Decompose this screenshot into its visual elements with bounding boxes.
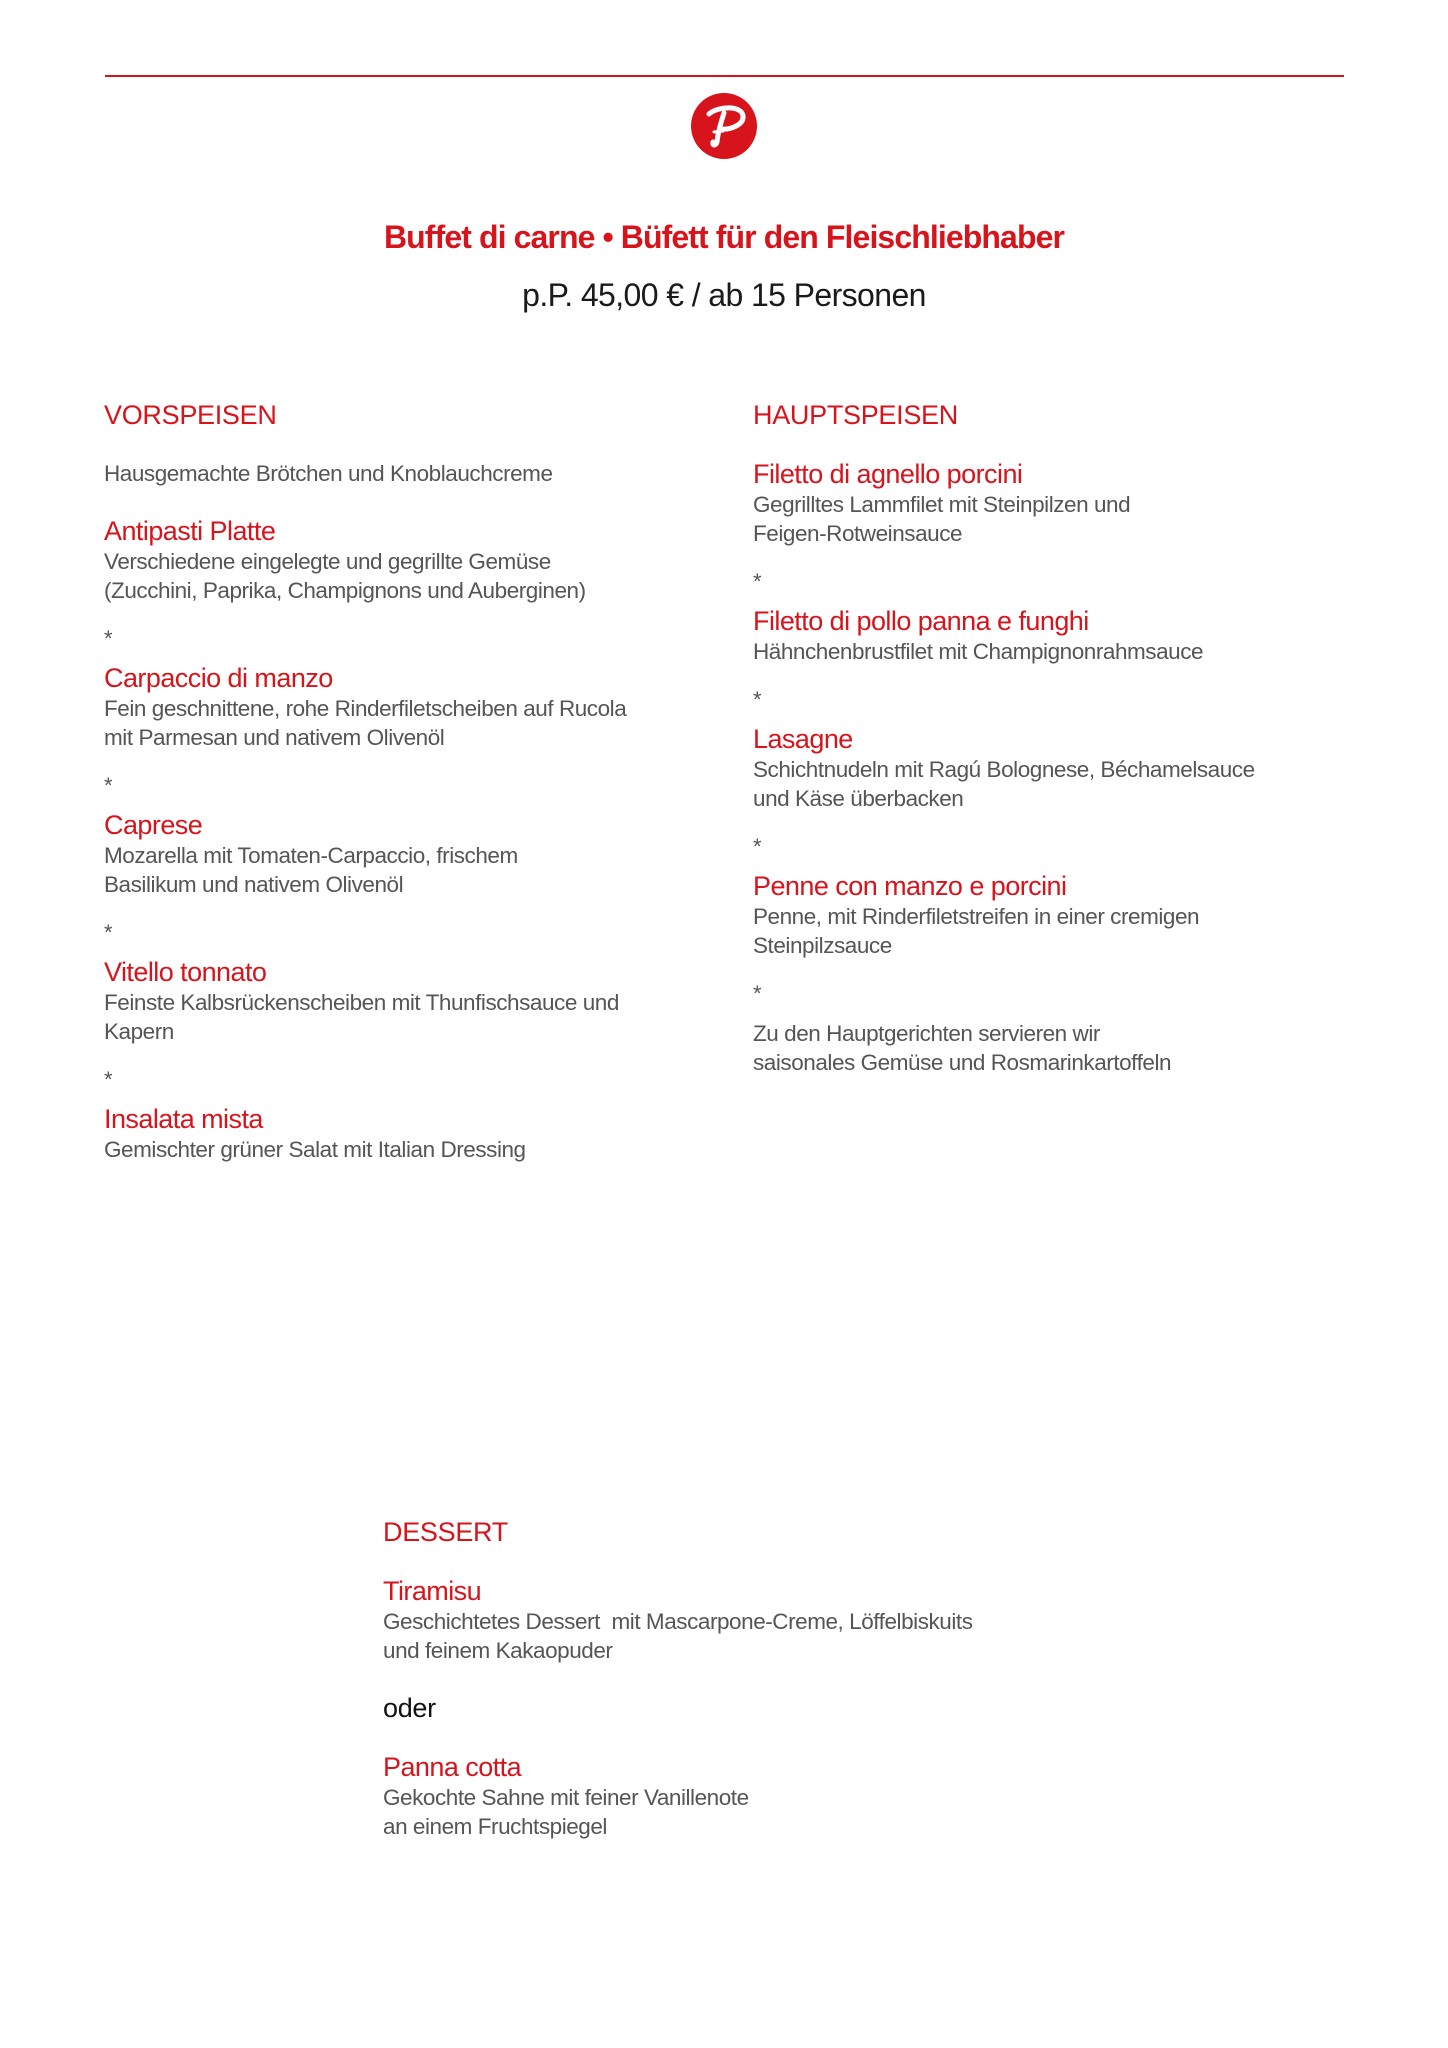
description-line: und Käse überbacken: [753, 786, 964, 811]
dish-description: [104, 547, 704, 605]
dish-name: Tiramisu: [383, 1576, 482, 1606]
dish-description: [753, 490, 1353, 548]
dish-name: Antipasti Platte: [104, 516, 276, 546]
section-heading-dessert: DESSERT: [383, 1517, 508, 1547]
separator-asterisk: *: [753, 569, 762, 594]
top-divider-line: [105, 75, 1344, 77]
dessert-section: [383, 1516, 1143, 1841]
price-info: p.P. 45,00 € / ab 15 Personen: [522, 277, 926, 313]
dish-name: Caprese: [104, 810, 203, 840]
dish-description: [104, 841, 704, 899]
description-line: und feinem Kakaopuder: [383, 1638, 613, 1663]
logo-graphic: [690, 92, 758, 160]
menu-item: [104, 515, 704, 605]
menu-item: [753, 723, 1353, 813]
dish-description: [753, 637, 1353, 666]
separator-asterisk: *: [104, 920, 113, 945]
dish-description: [104, 694, 704, 752]
dish-name: Filetto di agnello porcini: [753, 459, 1023, 489]
description-line: Fein geschnittene, rohe Rinderfiletscheiben auf Rucola: [104, 696, 627, 721]
description-line: (Zucchini, Paprika, Champignons und Auberginen): [104, 578, 586, 603]
description-line: an einem Fruchtspiegel: [383, 1814, 607, 1839]
menu-item: [104, 809, 704, 899]
oder-connector: oder: [383, 1693, 436, 1723]
side-dish-note: [753, 1019, 1353, 1077]
description-line: Geschichtetes Dessert mit Mascarpone-Creme, Löffelbiskuits: [383, 1609, 973, 1634]
description-line: Gegrilltes Lammfilet mit Steinpilzen und: [753, 492, 1131, 517]
dish-name: Penne con manzo e porcini: [753, 871, 1067, 901]
description-line: Gekochte Sahne mit feiner Vanillenote: [383, 1785, 749, 1810]
menu-item: [104, 956, 704, 1046]
description-line: Kapern: [104, 1019, 174, 1044]
description-line: mit Parmesan und nativem Olivenöl: [104, 725, 445, 750]
dish-name: Insalata mista: [104, 1104, 263, 1134]
dish-description: [104, 988, 704, 1046]
dish-description: [383, 1783, 1143, 1841]
description-line: Gemischter grüner Salat mit Italian Dressing: [104, 1137, 526, 1162]
description-line: Feinste Kalbsrückenscheiben mit Thunfischsauce und: [104, 990, 619, 1015]
dish-description: [753, 755, 1353, 813]
section-heading-vorspeisen: VORSPEISEN: [104, 400, 277, 430]
dish-name: Carpaccio di manzo: [104, 663, 333, 693]
separator-asterisk: *: [753, 981, 762, 1006]
dish-description: [753, 902, 1353, 960]
menu-item: [104, 662, 704, 752]
dish-name: Panna cotta: [383, 1752, 522, 1782]
dish-description: [104, 1135, 704, 1164]
description-line: Penne, mit Rinderfiletstreifen in einer cremigen: [753, 904, 1200, 929]
separator-asterisk: *: [753, 687, 762, 712]
p-logo-icon: [690, 92, 758, 160]
separator-asterisk: *: [104, 1067, 113, 1092]
section-heading-hauptspeisen: HAUPTSPEISEN: [753, 400, 958, 430]
dish-name: Filetto di pollo panna e funghi: [753, 606, 1089, 636]
menu-item: [753, 870, 1353, 960]
description-line: Hähnchenbrustfilet mit Champignonrahmsauce: [753, 639, 1204, 664]
description-line: Feigen-Rotweinsauce: [753, 521, 963, 546]
description-line: Basilikum und nativem Olivenöl: [104, 872, 404, 897]
menu-item: [104, 1103, 704, 1164]
description-line: Schichtnudeln mit Ragú Bolognese, Béchamelsauce: [753, 757, 1255, 782]
menu-item: [753, 458, 1353, 548]
vorspeisen-intro: Hausgemachte Brötchen und Knoblauchcreme: [104, 461, 553, 486]
separator-asterisk: *: [753, 834, 762, 859]
menu-item: [753, 605, 1353, 666]
description-line: Mozarella mit Tomaten-Carpaccio, frischem: [104, 843, 518, 868]
menu-item: [383, 1575, 1143, 1665]
vorspeisen-section: [104, 399, 704, 1164]
dish-name: Vitello tonnato: [104, 957, 267, 987]
description-line: Steinpilzsauce: [753, 933, 892, 958]
dish-name: Lasagne: [753, 724, 853, 754]
page-title: Buffet di carne • Büfett für den Fleischliebhaber: [383, 219, 1065, 255]
note-line: saisonales Gemüse und Rosmarinkartoffeln: [753, 1050, 1172, 1075]
note-line: Zu den Hauptgerichten servieren wir: [753, 1021, 1100, 1046]
separator-asterisk: *: [104, 773, 113, 798]
description-line: Verschiedene eingelegte und gegrillte Gemüse: [104, 549, 551, 574]
dish-description: [383, 1607, 1143, 1665]
menu-item: [383, 1751, 1143, 1841]
hauptspeisen-section: [753, 399, 1353, 1077]
separator-asterisk: *: [104, 626, 113, 651]
